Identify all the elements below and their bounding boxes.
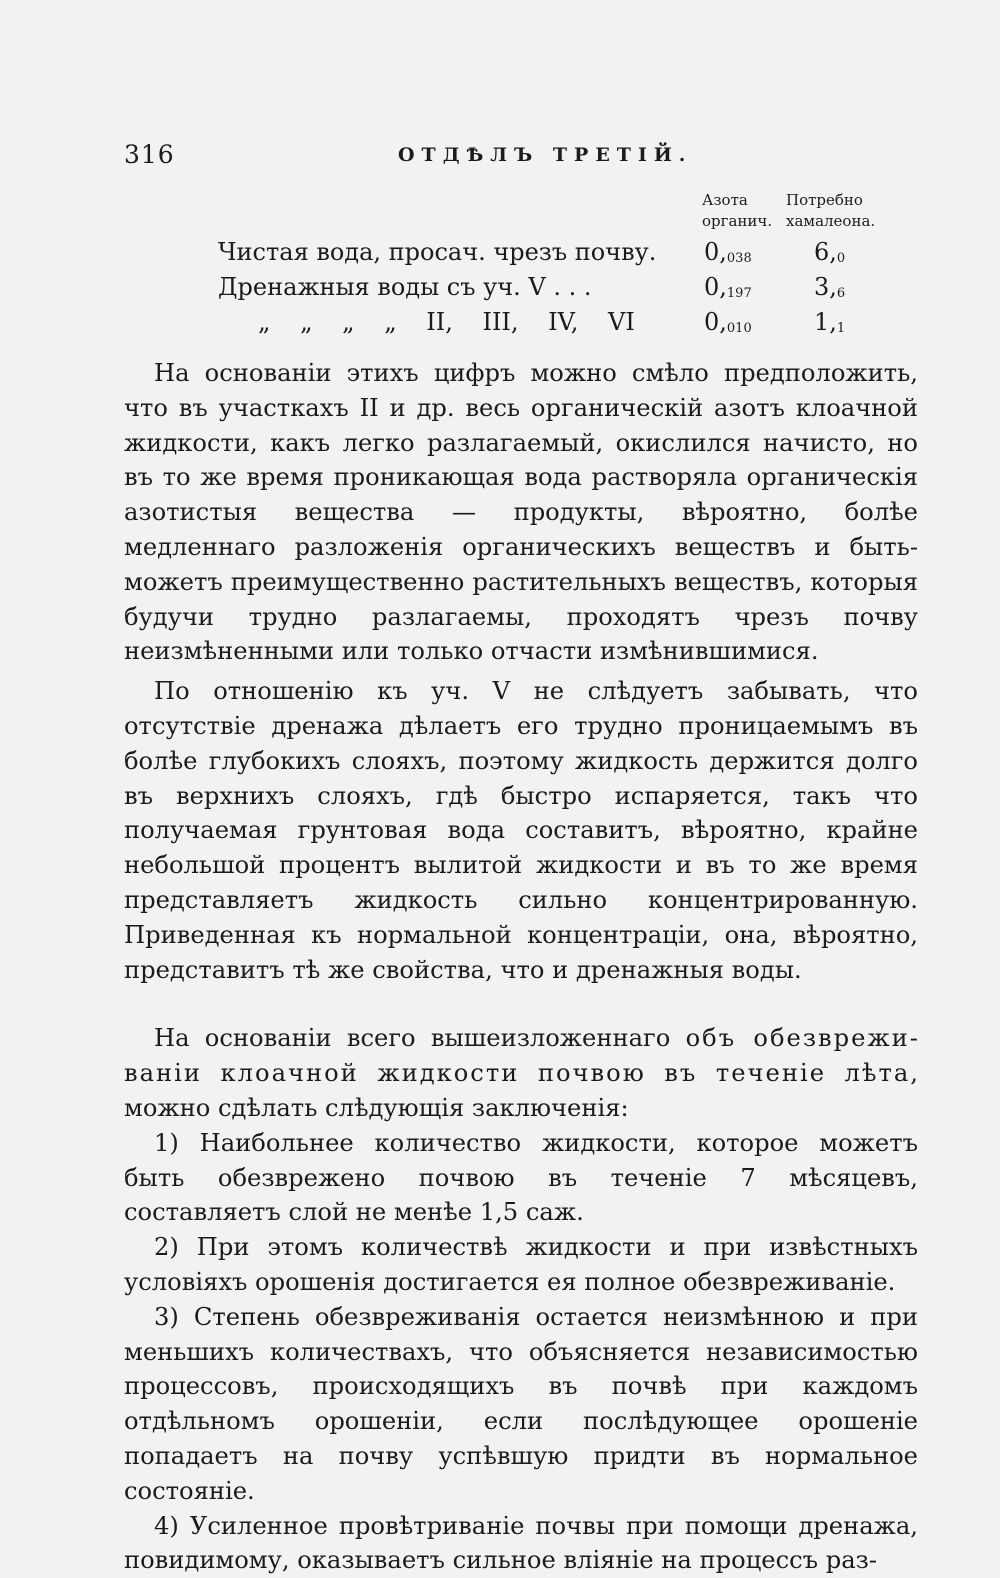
- table-row: [0, 238, 1000, 270]
- paragraph: По отношенію къ уч. V не слѣдуетъ забывать, что отсутствіе дренажа дѣлаетъ его трудно проницаемымъ въ болѣе глубокихъ слояхъ, поэтому жидкость держится долго въ верхнихъ слояхъ, гдѣ быстро испаряется, такъ что получаемая грунтовая вода составитъ, вѣроятно, крайне небольшой процентъ вылитой жидкости и въ то же время представляетъ жидкость сильно концентрированную. Приведенная къ нормальной концентраціи, она, вѣроятно, представитъ тѣ же свойства, что и дренажныя воды.: [124, 674, 918, 987]
- row-label: Чистая вода, просач. чрезъ почву.: [218, 238, 656, 266]
- conclusion-item: 1) Наибольнее количество жидкости, которое можетъ быть обезврежено почвою въ теченіе 7 мѣсяцевъ, составляетъ слой не менѣе 1,5 саж.: [124, 1126, 918, 1230]
- chameleon-value: $6,_0$: [814, 238, 845, 266]
- page-header: [0, 140, 1000, 180]
- body-text: [124, 356, 918, 1578]
- row-label: „ „ „ „ II, III, IV, VI: [258, 308, 635, 336]
- page-number: 316: [124, 140, 175, 169]
- spaced-emphasis: объ обезвреживаніи клоачной жидкости почвою въ теченіе лѣта: [124, 1024, 918, 1087]
- nitrogen-value: $0,_{038}$: [704, 238, 752, 266]
- conclusion-item: 2) При этомъ количествѣ жидкости и при извѣстныхъ условіяхъ орошенія достигается ея полное обезвреживаніе.: [124, 1230, 918, 1300]
- table-row: [0, 273, 1000, 305]
- column-header-nitrogen: Азота органич.: [702, 190, 772, 232]
- chameleon-value: $3,_6$: [814, 273, 845, 301]
- conclusion-item: 3) Степень обезвреживанія остается неизмѣнною и при меньшихъ количествахъ, что объясняется независимостью процессовъ, происходящихъ въ почвѣ при каждомъ отдѣльномъ орошеніи, если послѣдующее орошеніе попадаетъ на почву успѣвшую придти въ нормальное состояніе.: [124, 1300, 918, 1509]
- paragraph: На основаніи всего вышеизложеннаго объ обезвреживаніи клоачной жидкости почвою въ теченіе лѣта, можно сдѣлать слѣдующія заключенія:: [124, 1021, 918, 1125]
- row-label: Дренажныя воды съ уч. V . . .: [218, 273, 592, 301]
- chameleon-value: $1,_1$: [814, 308, 845, 336]
- table-row: [0, 308, 1000, 340]
- paragraph-gap: [124, 987, 918, 1021]
- nitrogen-value: $0,_{197}$: [704, 273, 752, 301]
- running-title: ОТДѢЛЪ ТРЕТІЙ.: [398, 144, 692, 166]
- conclusion-item: 4) Усиленное провѣтриваніе почвы при помощи дренажа, повидимому, оказываетъ сильное вліяніе на процессъ раз-: [124, 1509, 918, 1578]
- column-header-chameleon: Потребно хамалеона.: [786, 190, 875, 232]
- paragraph: На основаніи этихъ цифръ можно смѣло предположить, что въ участкахъ II и др. весь органическій азотъ клоачной жидкости, какъ легко разлагаемый, окислился начисто, но въ то же время проникающая вода растворяла органическія азотистыя вещества — продукты, вѣроятно, болѣе медленнаго разложенія органическихъ веществъ и быть-можетъ преимущественно растительныхъ веществъ, которыя будучи трудно разлагаемы, проходятъ чрезъ почву неизмѣненными или только отчасти измѣнившимися.: [124, 356, 918, 669]
- nitrogen-value: $0,_{010}$: [704, 308, 752, 336]
